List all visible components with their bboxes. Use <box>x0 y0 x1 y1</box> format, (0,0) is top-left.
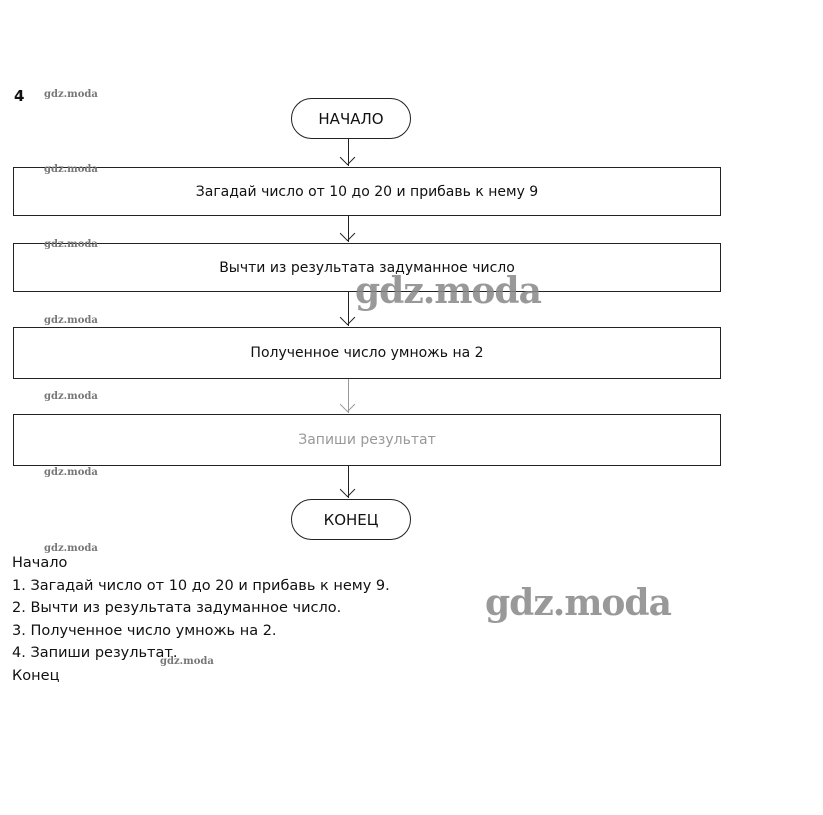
algorithm-line: Конец <box>12 667 60 684</box>
process-step-1: Загадай число от 10 до 20 и прибавь к нему 9 <box>13 167 721 216</box>
arrow-head-icon <box>340 310 356 326</box>
algorithm-line: 3. Полученное число умножь на 2. <box>12 622 277 639</box>
process-step-3: Полученное число умножь на 2 <box>13 327 721 379</box>
watermark-large: gdz.moda <box>355 270 541 312</box>
watermark: gdz.moda <box>160 656 214 667</box>
watermark-large: gdz.moda <box>485 582 671 624</box>
task-number: 4 <box>14 87 25 105</box>
process-step-4: Запиши результат <box>13 414 721 466</box>
end-terminal: КОНЕЦ <box>291 499 411 540</box>
watermark: gdz.moda <box>44 391 98 402</box>
start-terminal: НАЧАЛО <box>291 98 411 139</box>
watermark: gdz.moda <box>44 315 98 326</box>
algorithm-line: 4. Запиши результат. <box>12 645 178 661</box>
watermark: gdz.moda <box>44 467 98 478</box>
arrow-head-icon <box>340 226 356 242</box>
algorithm-line: 2. Вычти из результата задуманное число. <box>12 600 342 616</box>
arrow-head-icon <box>340 482 356 498</box>
watermark: gdz.moda <box>44 89 98 100</box>
watermark: gdz.moda <box>44 239 98 250</box>
algorithm-line: 1. Загадай число от 10 до 20 и прибавь к нему 9. <box>12 577 390 594</box>
watermark: gdz.moda <box>44 543 98 554</box>
watermark: gdz.moda <box>44 164 98 175</box>
arrow-head-icon <box>340 397 356 413</box>
arrow-head-icon <box>340 150 356 166</box>
process-step-2: Вычти из результата задуманное число <box>13 243 721 292</box>
algorithm-line: Начало <box>12 555 68 571</box>
